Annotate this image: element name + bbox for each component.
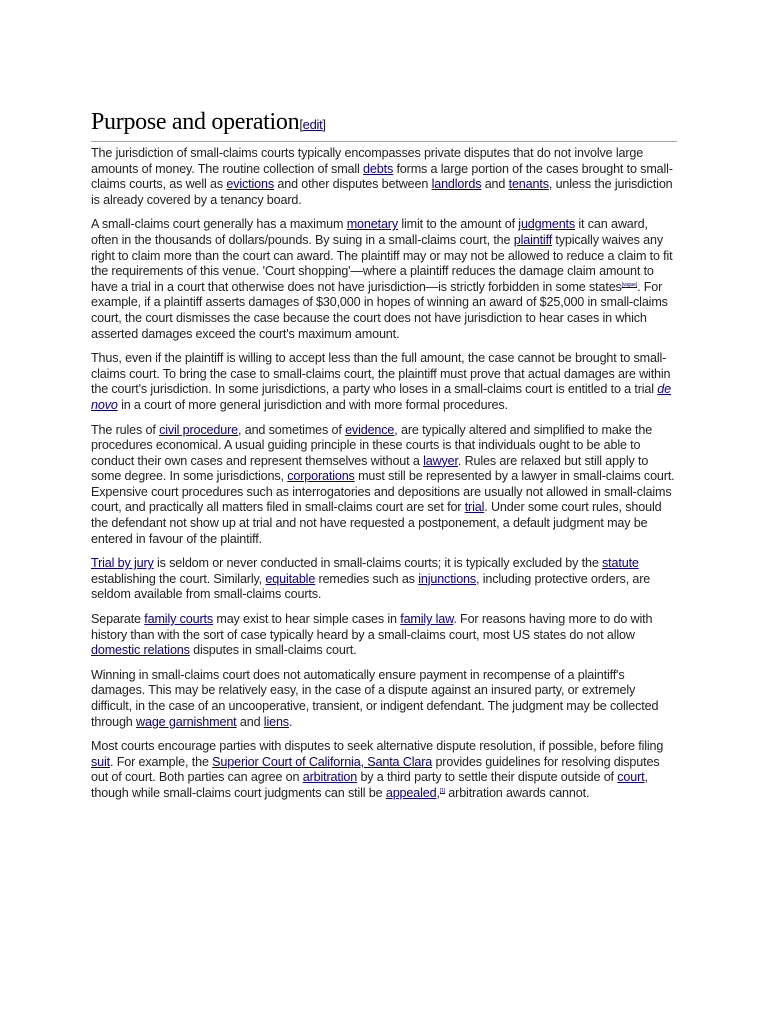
link-superior-court-santa-clara[interactable]: Superior Court of California, Santa Clara [212, 754, 433, 769]
link-trial[interactable]: trial [464, 500, 485, 515]
link-suit[interactable]: suit [91, 754, 110, 769]
link-debts[interactable]: debts [363, 161, 394, 176]
link-landlords[interactable]: landlords [431, 177, 482, 192]
citation-vague [622, 282, 637, 288]
edit-section-link[interactable]: edit [302, 117, 323, 132]
link-injunctions[interactable]: injunctions [418, 571, 477, 586]
paragraph-4: The rules of civil procedure, and sometimes of evidence, are typically altered and simplified to make the procedures economical. A usual guiding principle in these courts is that individuals ought to be able to conduct their own cases and represent themselves without a lawyer. Rules are relaxed but still apply to some degree. In some jurisdictions, corporations must still be represented by a lawyer in small-claims court. Expensive court procedures such as interrogatories and depositions are usually not allowed in small-claims court, and practically all matters filed in small-claims court are set for trial. Under some court rules, should the defendant not show up at trial and not have requested a postponement, a default judgment may be entered in favour of the plaintiff. [91, 422, 675, 546]
link-plaintiff[interactable]: plaintiff [513, 232, 553, 247]
paragraph-7: Winning in small-claims court does not automatically ensure payment in recompense of a plaintiff's damages. This may be relatively easy, in the case of a dispute against an insured party, or extremely difficult, in the case of an uncooperative, transient, or indigent defendant. The judgment may be collected through wage garnishment and liens. [91, 667, 659, 729]
link-lawyer[interactable]: lawyer [423, 453, 458, 468]
link-family-courts[interactable]: family courts [144, 612, 213, 627]
link-court[interactable]: court [617, 770, 645, 785]
paragraph-2: A small-claims court generally has a maximum monetary limit to the amount of judgments it can award, often in the thousands of dollars/pounds. By suing in a small-claims court, the plaintiff typically waives any right to claim more than the court can award. The plaintiff may or may not be allowed to reduce a claim to fit the requirements of this venue. 'Court shopping'—where a plaintiff reduces the damage claim amount to have a trial in a court that otherwise does not have jurisdiction—is strictly forbidden in some states[vague]. For example, if a plaintiff asserts damages of $30,000 in hopes of winning an award of $25,000 in small-claims court, the court dismisses the case because the court does not have jurisdiction to hear cases in which asserted damages exceed the court's maximum amount. [91, 217, 673, 341]
link-trial-by-jury[interactable]: Trial by jury [91, 556, 154, 571]
link-civil-procedure[interactable]: civil procedure [159, 422, 239, 437]
link-liens[interactable]: liens [263, 714, 289, 729]
link-evidence[interactable]: evidence [345, 422, 395, 437]
link-arbitration[interactable]: arbitration [302, 770, 358, 785]
citation-vague-link[interactable]: [vague] [621, 281, 638, 288]
citation-1-link[interactable]: [1] [439, 787, 445, 794]
link-de-novo[interactable]: de novo [91, 382, 671, 412]
link-statute[interactable]: statute [602, 556, 639, 571]
link-tenants[interactable]: tenants [508, 177, 549, 192]
paragraph-6: Separate family courts may exist to hear simple cases in family law. For reasons having more to do with history than with the sort of case typically heard by a small-claims court, most US states do not allow domestic relations disputes in small-claims court. [91, 612, 653, 658]
link-equitable[interactable]: equitable [265, 571, 316, 586]
link-judgments[interactable]: judgments [518, 217, 576, 232]
paragraph-5: Trial by jury is seldom or never conducted in small-claims courts; it is typically excluded by the statute establishing the court. Similarly, equitable remedies such as injunctions, including protective orders, are seldom available from small-claims courts. [91, 556, 651, 602]
link-monetary[interactable]: monetary [346, 217, 398, 232]
paragraph-1: The jurisdiction of small-claims courts typically encompasses private disputes that do not involve large amounts of money. The routine collection of small debts forms a large portion of the cases brought to small-claims courts, as well as evictions and other disputes between landlords and tenants, unless the jurisdiction is already covered by a tenancy board. [91, 146, 673, 207]
section-title: Purpose and operation [91, 109, 300, 135]
edit-section-link-wrapper: [edit] [299, 117, 326, 132]
paragraph-3: Thus, even if the plaintiff is willing to accept less than the full amount, the case cannot be brought to small-claims court. To bring the case to small-claims court, the plaintiff must prove that actual damages are within the court's jurisdiction. In some jurisdictions, a party who loses in a small-claims court is entitled to a trial de novo in a court of more general jurisdiction and with more formal procedures. [91, 351, 671, 412]
paragraph-8: Most courts encourage parties with disputes to seek alternative dispute resolution, if possible, before filing suit. For example, the Superior Court of California, Santa Clara provides guidelines for resolving disputes out of court. Both parties can agree on arbitration by a third party to settle their dispute outside of court, though while small-claims court judgments can still be appealed,[1] arbitration awards cannot. [91, 739, 664, 800]
article-section [91, 106, 677, 811]
link-evictions[interactable]: evictions [226, 177, 275, 192]
link-wage-garnishment[interactable]: wage garnishment [136, 714, 237, 729]
link-corporations[interactable]: corporations [287, 469, 355, 484]
link-appealed[interactable]: appealed [385, 785, 437, 800]
link-domestic-relations[interactable]: domestic relations [91, 643, 190, 658]
section-heading [91, 106, 677, 142]
link-family-law[interactable]: family law [400, 612, 454, 627]
